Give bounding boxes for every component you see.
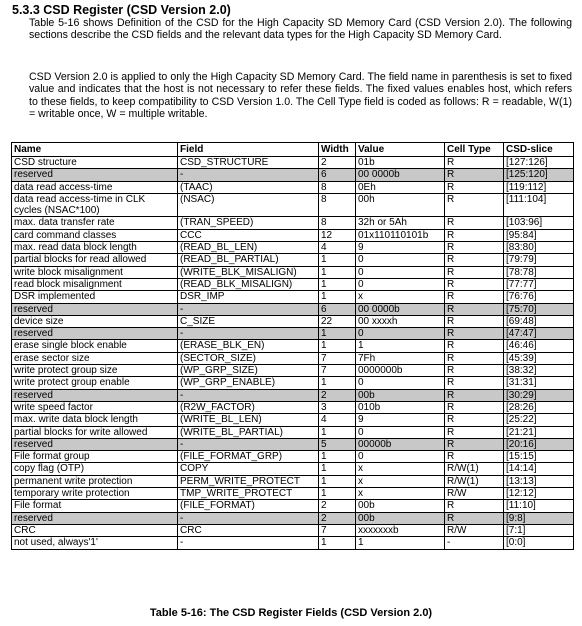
table-row <box>12 315 574 327</box>
cell-width: 2 <box>319 389 356 401</box>
section-heading: 5.3.3 CSD Register (CSD Version 2.0) <box>12 3 231 17</box>
cell-width: 12 <box>319 229 356 241</box>
cell-name: write protect group size <box>12 365 178 377</box>
table-header-row <box>12 143 574 157</box>
cell-slice: [13:13] <box>504 475 574 487</box>
header-cell-type: Cell Type <box>445 143 504 157</box>
cell-value: 0000000b <box>356 365 445 377</box>
table-row <box>12 352 574 364</box>
table-row <box>12 426 574 438</box>
cell-slice: [79:79] <box>504 254 574 266</box>
cell-slice: [69:48] <box>504 315 574 327</box>
cell-type: R <box>445 169 504 181</box>
table-row <box>12 266 574 278</box>
table-row <box>12 181 574 193</box>
cell-slice: [125:120] <box>504 169 574 181</box>
cell-value: 01x110110101b <box>356 229 445 241</box>
cell-field: CCC <box>178 229 319 241</box>
cell-field: PERM_WRITE_PROTECT <box>178 475 319 487</box>
table-row <box>12 254 574 266</box>
cell-type: R <box>445 315 504 327</box>
cell-name: reserved <box>12 512 178 524</box>
cell-field: (TAAC) <box>178 181 319 193</box>
cell-slice: [12:12] <box>504 488 574 500</box>
table-row <box>12 377 574 389</box>
cell-slice: [119:112] <box>504 181 574 193</box>
header-field: Field <box>178 143 319 157</box>
cell-width: 1 <box>319 254 356 266</box>
table-caption: Table 5-16: The CSD Register Fields (CSD Version 2.0) <box>149 607 433 619</box>
cell-field: (NSAC) <box>178 193 319 217</box>
table-row <box>12 169 574 181</box>
cell-value: 0 <box>356 254 445 266</box>
cell-value: 0 <box>356 278 445 290</box>
cell-type: R/W(1) <box>445 475 504 487</box>
cell-slice: [15:15] <box>504 451 574 463</box>
cell-width: 1 <box>319 475 356 487</box>
cell-name: reserved <box>12 389 178 401</box>
cell-slice: [7:1] <box>504 524 574 536</box>
cell-name: CRC <box>12 524 178 536</box>
cell-slice: [20:16] <box>504 438 574 450</box>
cell-width: 1 <box>319 488 356 500</box>
cell-name: reserved <box>12 169 178 181</box>
cell-type: R/W <box>445 488 504 500</box>
cell-type: R <box>445 365 504 377</box>
cell-value: 0 <box>356 328 445 340</box>
cell-width: 1 <box>319 426 356 438</box>
cell-width: 22 <box>319 315 356 327</box>
cell-value: 7Fh <box>356 352 445 364</box>
cell-value: 0Eh <box>356 181 445 193</box>
cell-field: - <box>178 512 319 524</box>
cell-width: 4 <box>319 414 356 426</box>
cell-type: R <box>445 352 504 364</box>
cell-value: 0 <box>356 426 445 438</box>
cell-width: 8 <box>319 193 356 217</box>
cell-slice: [0:0] <box>504 537 574 549</box>
cell-value: 1 <box>356 340 445 352</box>
cell-field: (READ_BL_LEN) <box>178 242 319 254</box>
table-row <box>12 488 574 500</box>
cell-type: R <box>445 377 504 389</box>
cell-name: device size <box>12 315 178 327</box>
cell-value: 00 0000b <box>356 169 445 181</box>
cell-type: R <box>445 451 504 463</box>
table-row <box>12 242 574 254</box>
cell-value: x <box>356 475 445 487</box>
table-row <box>12 414 574 426</box>
cell-name: erase sector size <box>12 352 178 364</box>
cell-type: R <box>445 254 504 266</box>
table-row <box>12 401 574 413</box>
cell-width: 6 <box>319 169 356 181</box>
intro-paragraph-2: CSD Version 2.0 is applied to only the High Capacity SD Memory Card. The field name in parenthesis is set to fixed value and indicates that the host is not necessary to refer these fields. The fixed values enables host, which refers to these fields, to keep compatibility to CSD Version 1.0. The Cell Type field is coded as follows: R = readable, W(1) = writable once, W = multiple writable. <box>29 71 572 120</box>
table-row <box>12 340 574 352</box>
header-width: Width <box>319 143 356 157</box>
cell-field: (FILE_FORMAT) <box>178 500 319 512</box>
cell-type: R <box>445 414 504 426</box>
cell-name: erase single block enable <box>12 340 178 352</box>
cell-value: 0 <box>356 377 445 389</box>
table-row <box>12 451 574 463</box>
cell-width: 7 <box>319 524 356 536</box>
cell-name: partial blocks for write allowed <box>12 426 178 438</box>
cell-value: x <box>356 488 445 500</box>
table-row <box>12 278 574 290</box>
cell-field: (ERASE_BLK_EN) <box>178 340 319 352</box>
cell-slice: [30:29] <box>504 389 574 401</box>
cell-value: x <box>356 291 445 303</box>
cell-width: 1 <box>319 278 356 290</box>
cell-type: R/W(1) <box>445 463 504 475</box>
cell-field: (READ_BLK_MISALIGN) <box>178 278 319 290</box>
cell-width: 1 <box>319 463 356 475</box>
cell-width: 6 <box>319 303 356 315</box>
cell-value: 32h or 5Ah <box>356 217 445 229</box>
cell-slice: [78:78] <box>504 266 574 278</box>
header-value: Value <box>356 143 445 157</box>
cell-name: reserved <box>12 303 178 315</box>
cell-field: (R2W_FACTOR) <box>178 401 319 413</box>
cell-width: 2 <box>319 500 356 512</box>
table-row <box>12 157 574 169</box>
cell-value: 00b <box>356 512 445 524</box>
table-row <box>12 512 574 524</box>
cell-type: R <box>445 217 504 229</box>
cell-type: R <box>445 303 504 315</box>
csd-register-table <box>11 142 574 550</box>
cell-value: 1 <box>356 537 445 549</box>
cell-width: 1 <box>319 291 356 303</box>
cell-width: 8 <box>319 181 356 193</box>
cell-field: (WP_GRP_SIZE) <box>178 365 319 377</box>
cell-name: File format <box>12 500 178 512</box>
cell-name: data read access-time in CLK cycles (NSAC*100) <box>12 193 178 217</box>
table-row <box>12 438 574 450</box>
table-row <box>12 365 574 377</box>
cell-slice: [14:14] <box>504 463 574 475</box>
cell-type: R <box>445 266 504 278</box>
cell-width: 1 <box>319 377 356 389</box>
cell-type: - <box>445 537 504 549</box>
cell-field: CSD_STRUCTURE <box>178 157 319 169</box>
cell-value: 00b <box>356 389 445 401</box>
cell-width: 1 <box>319 340 356 352</box>
cell-field: - <box>178 328 319 340</box>
table-row <box>12 475 574 487</box>
cell-field: (FILE_FORMAT_GRP) <box>178 451 319 463</box>
cell-type: R <box>445 242 504 254</box>
cell-width: 1 <box>319 537 356 549</box>
cell-value: 00h <box>356 193 445 217</box>
table-row <box>12 524 574 536</box>
cell-name: write block misalignment <box>12 266 178 278</box>
cell-slice: [45:39] <box>504 352 574 364</box>
cell-field: (WRITE_BL_PARTIAL) <box>178 426 319 438</box>
cell-slice: [31:31] <box>504 377 574 389</box>
cell-name: reserved <box>12 328 178 340</box>
cell-field: (TRAN_SPEED) <box>178 217 319 229</box>
cell-type: R <box>445 500 504 512</box>
cell-name: DSR implemented <box>12 291 178 303</box>
cell-slice: [28:26] <box>504 401 574 413</box>
cell-name: card command classes <box>12 229 178 241</box>
cell-type: R <box>445 328 504 340</box>
table-row <box>12 389 574 401</box>
table-row <box>12 217 574 229</box>
cell-type: R/W <box>445 524 504 536</box>
cell-field: (WP_GRP_ENABLE) <box>178 377 319 389</box>
cell-width: 5 <box>319 438 356 450</box>
cell-slice: [38:32] <box>504 365 574 377</box>
table-row <box>12 537 574 549</box>
cell-field: C_SIZE <box>178 315 319 327</box>
cell-value: x <box>356 463 445 475</box>
cell-value: 9 <box>356 242 445 254</box>
cell-name: max. data transfer rate <box>12 217 178 229</box>
cell-type: R <box>445 229 504 241</box>
cell-width: 1 <box>319 451 356 463</box>
table-row <box>12 229 574 241</box>
cell-width: 7 <box>319 352 356 364</box>
table-row <box>12 500 574 512</box>
header-name: Name <box>12 143 178 157</box>
cell-slice: [46:46] <box>504 340 574 352</box>
cell-field: (WRITE_BLK_MISALIGN) <box>178 266 319 278</box>
cell-field: - <box>178 169 319 181</box>
cell-field: (READ_BL_PARTIAL) <box>178 254 319 266</box>
cell-value: 00b <box>356 500 445 512</box>
cell-field: - <box>178 537 319 549</box>
cell-value: 0 <box>356 451 445 463</box>
cell-slice: [9:8] <box>504 512 574 524</box>
cell-width: 3 <box>319 401 356 413</box>
cell-slice: [95:84] <box>504 229 574 241</box>
cell-slice: [21:21] <box>504 426 574 438</box>
cell-field: (SECTOR_SIZE) <box>178 352 319 364</box>
cell-name: reserved <box>12 438 178 450</box>
cell-name: permanent write protection <box>12 475 178 487</box>
cell-width: 1 <box>319 328 356 340</box>
table-row <box>12 193 574 217</box>
cell-value: 9 <box>356 414 445 426</box>
cell-name: CSD structure <box>12 157 178 169</box>
cell-name: temporary write protection <box>12 488 178 500</box>
cell-type: R <box>445 340 504 352</box>
cell-type: R <box>445 438 504 450</box>
cell-value: 010b <box>356 401 445 413</box>
table-row <box>12 291 574 303</box>
cell-type: R <box>445 193 504 217</box>
header-csd-slice: CSD-slice <box>504 143 574 157</box>
cell-name: write speed factor <box>12 401 178 413</box>
cell-slice: [83:80] <box>504 242 574 254</box>
cell-type: R <box>445 512 504 524</box>
cell-slice: [103:96] <box>504 217 574 229</box>
cell-name: partial blocks for read allowed <box>12 254 178 266</box>
cell-width: 1 <box>319 266 356 278</box>
cell-type: R <box>445 389 504 401</box>
cell-type: R <box>445 426 504 438</box>
cell-slice: [111:104] <box>504 193 574 217</box>
cell-value: 0 <box>356 266 445 278</box>
cell-field: TMP_WRITE_PROTECT <box>178 488 319 500</box>
cell-field: (WRITE_BL_LEN) <box>178 414 319 426</box>
cell-width: 2 <box>319 512 356 524</box>
cell-name: not used, always'1' <box>12 537 178 549</box>
cell-name: File format group <box>12 451 178 463</box>
cell-value: 01b <box>356 157 445 169</box>
cell-value: 00 0000b <box>356 303 445 315</box>
cell-width: 4 <box>319 242 356 254</box>
cell-slice: [127:126] <box>504 157 574 169</box>
cell-width: 8 <box>319 217 356 229</box>
cell-width: 2 <box>319 157 356 169</box>
cell-slice: [75:70] <box>504 303 574 315</box>
cell-field: CRC <box>178 524 319 536</box>
cell-type: R <box>445 278 504 290</box>
table-row <box>12 328 574 340</box>
cell-width: 7 <box>319 365 356 377</box>
table-row <box>12 303 574 315</box>
cell-name: max. read data block length <box>12 242 178 254</box>
cell-name: max. write data block length <box>12 414 178 426</box>
cell-name: copy flag (OTP) <box>12 463 178 475</box>
cell-type: R <box>445 157 504 169</box>
table-body <box>12 157 574 550</box>
intro-paragraph-1: Table 5-16 shows Definition of the CSD for the High Capacity SD Memory Card (CSD Version 2.0). The following sections describe the CSD fields and the relevant data types for the High Capacity SD Memory Card. <box>29 17 572 42</box>
cell-name: write protect group enable <box>12 377 178 389</box>
cell-field: - <box>178 389 319 401</box>
cell-name: data read access-time <box>12 181 178 193</box>
cell-field: - <box>178 438 319 450</box>
cell-field: - <box>178 303 319 315</box>
table-row <box>12 463 574 475</box>
cell-name: read block misalignment <box>12 278 178 290</box>
cell-slice: [25:22] <box>504 414 574 426</box>
cell-slice: [76:76] <box>504 291 574 303</box>
cell-value: 00000b <box>356 438 445 450</box>
cell-slice: [47:47] <box>504 328 574 340</box>
cell-value: xxxxxxxb <box>356 524 445 536</box>
cell-value: 00 xxxxh <box>356 315 445 327</box>
cell-field: DSR_IMP <box>178 291 319 303</box>
cell-slice: [11:10] <box>504 500 574 512</box>
cell-type: R <box>445 291 504 303</box>
cell-slice: [77:77] <box>504 278 574 290</box>
cell-field: COPY <box>178 463 319 475</box>
cell-type: R <box>445 401 504 413</box>
cell-type: R <box>445 181 504 193</box>
